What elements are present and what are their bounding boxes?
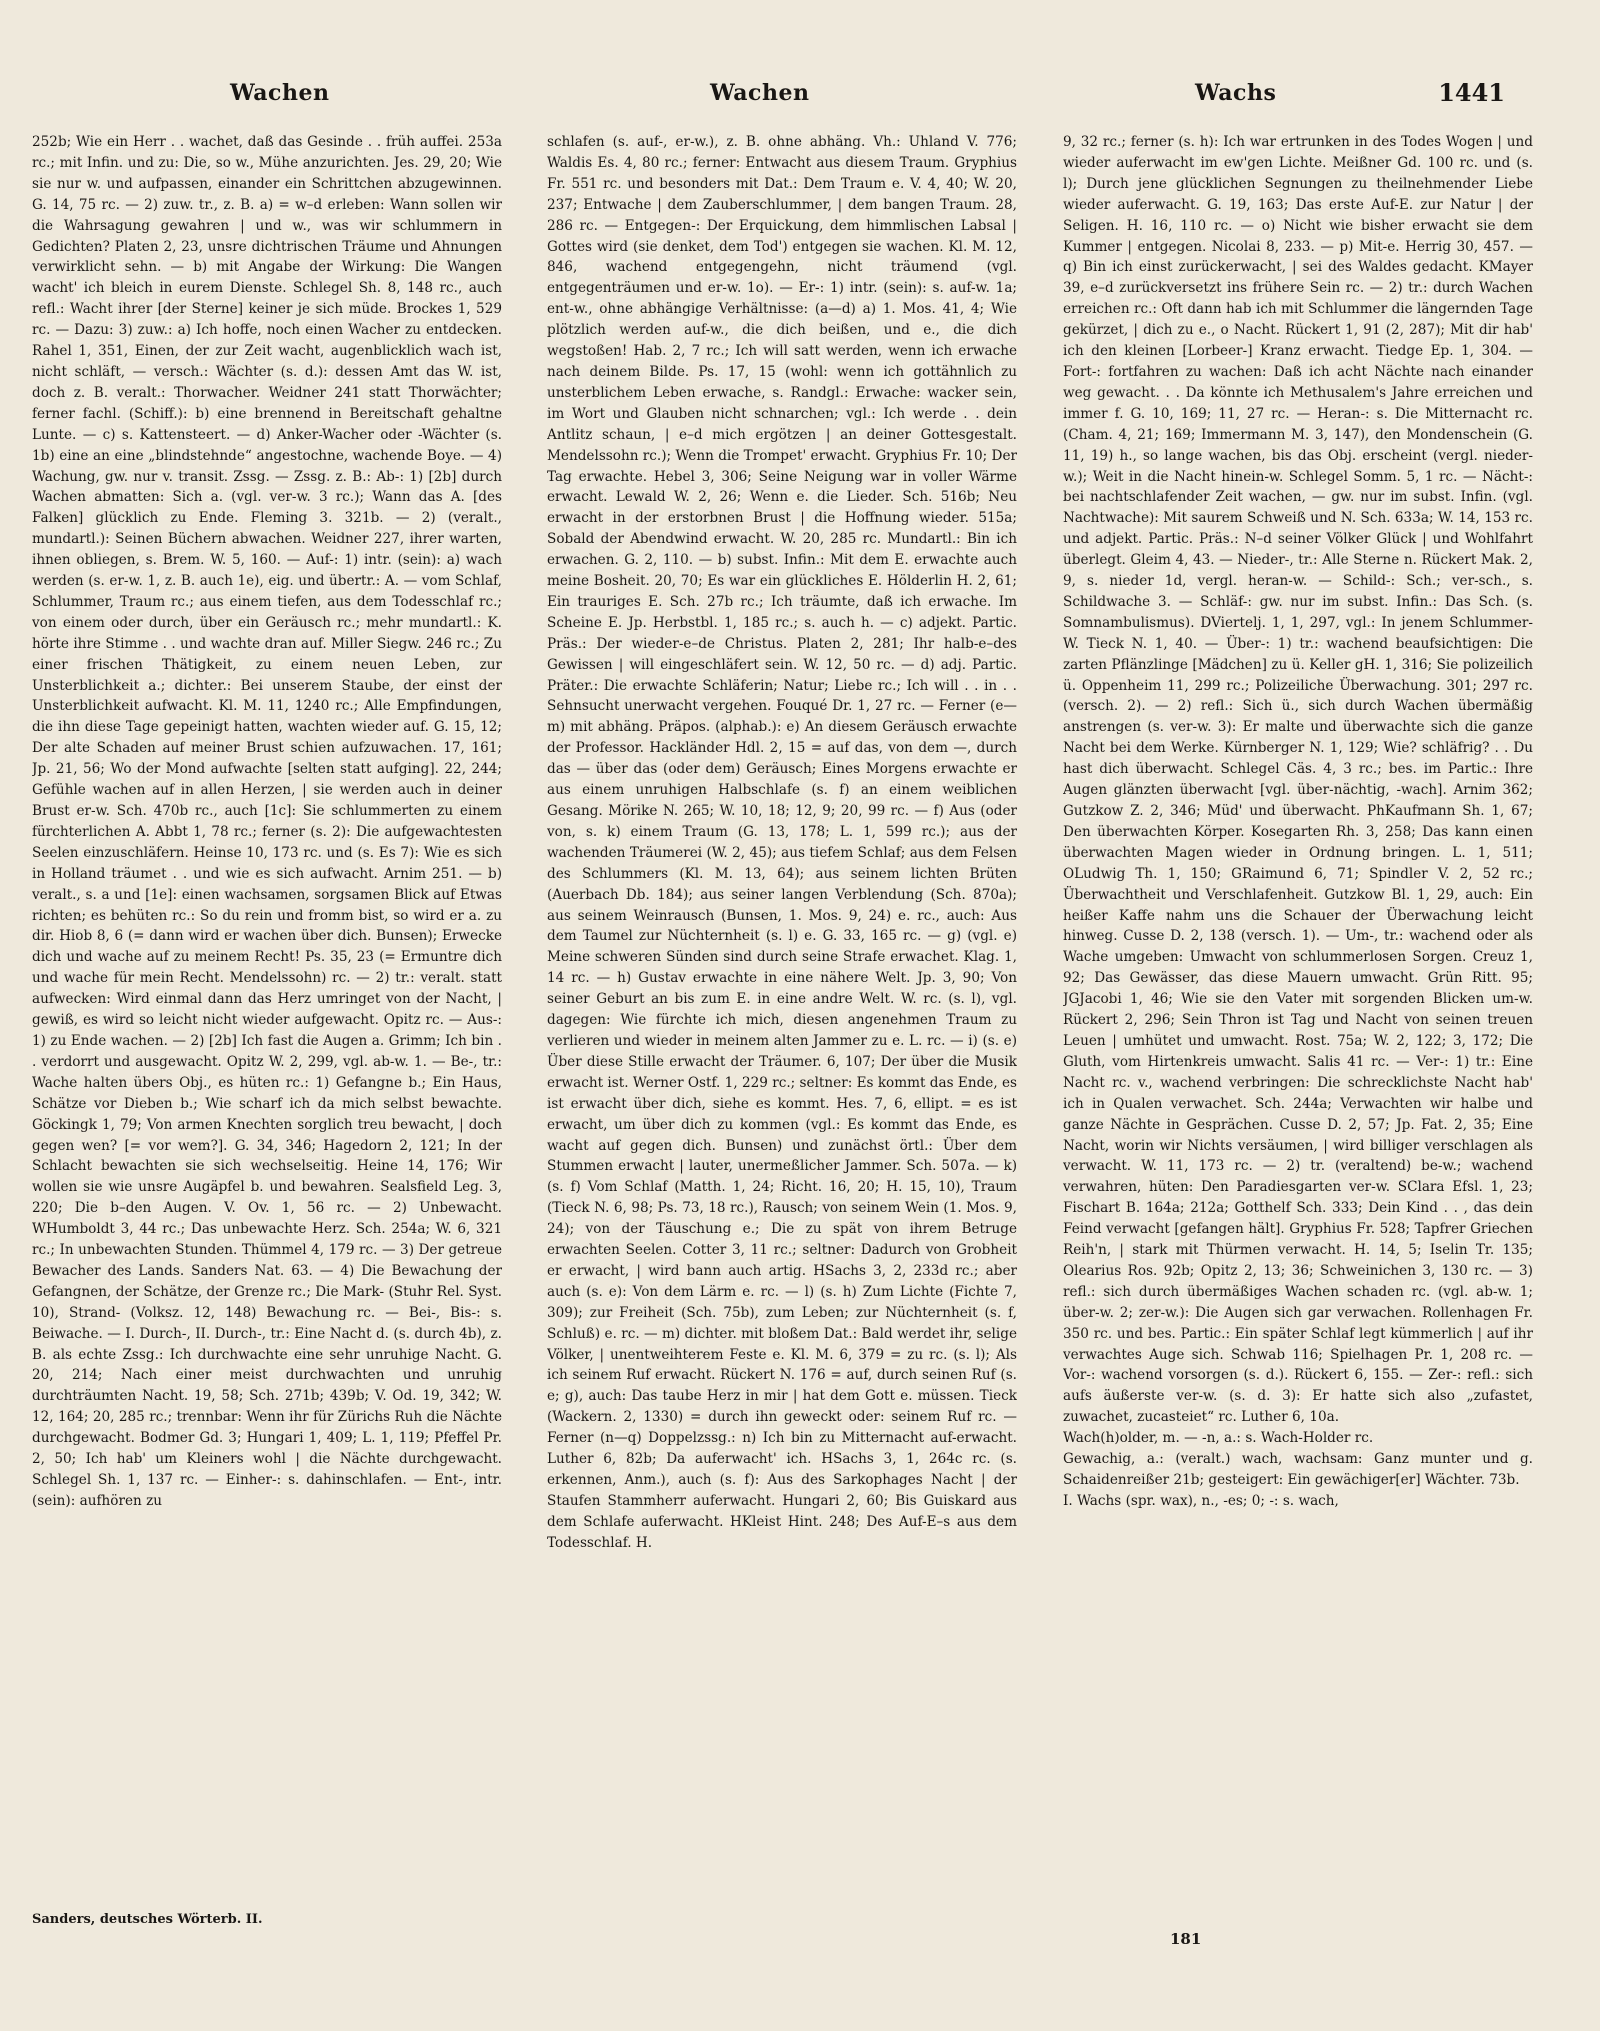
signature-mark: 181 (1170, 1930, 1202, 1948)
entry-wachholder: Wach(h)older, m. — -n, a.: s. Wach-Holder rc. (1063, 1430, 1374, 1447)
text-column-1 (32, 132, 502, 1892)
column-3-text: 9, 32 rc.; ferner (s. h): Ich war ertrunken in des Todes Wogen | und wieder auferwacht im ew'gen Lichte. Meißner Gd. 100 rc. und (s. l); Durch jene glücklichen Segnungen zu theilnehmender Liebe wieder auferwacht. G. 19, 163; Das erste Auf-E. zur Natur | der Seligen. H. 16, 110 rc. — o) Nicht wie bisher erwacht sie dem Kummer | entgegen. Nicolai 8, 233. — p) Mit-e. Herrig 30, 457. — q) Bin ich einst zurückerwacht, | sei des Waldes gedacht. KMayer 39, e–d zurückversetzt ins frühere Sein rc. — 2) tr.: durch Wachen erreichen rc.: Oft dann hab ich mit Schlummer die längernden Tage gekürzet, | dich zu e., o Nacht. Rückert 1, 91 (2, 287); Mit dir hab' ich den kleinen [Lorbeer-] Kranz erwacht. Tiedge Ep. 1, 304. — Fort-: fortfahren zu wachen: Daß ich acht Nächte nach einander weg gewacht. . . Da könnte ich Methusalem's Jahre erreichen und immer f. G. 10, 169; 11, 27 rc. — Heran-: s. Die Mitternacht rc. (Cham. 4, 21; 169; Immermann M. 3, 147), den Mondenschein (G. 11, 19) h., so lange wachen, bis das Obj. erscheint (vergl. nieder-w.); Weit in die Nacht hinein-w. Schlegel Somm. 5, 1 rc. — Nächt-: bei nachtschlafender Zeit wachen, — gw. nur im subst. Infin. (vgl. Nachtwache): Mit saurem Schweiß und N. Sch. 633a; W. 14, 153 rc. und adjekt. Partic. Präs.: N–d seiner Völker Glück | und Wohlfahrt überlegt. Gleim 4, 43. — Nieder-, tr.: Alle Sterne n. Rückert Mak. 2, 9, s. nieder 1d, vergl. heran-w. — Schild-: Sch.; ver-sch., s. Schildwache 3. — Schläf-: gw. nur im subst. Infin.: Das Sch. (s. Somnambulismus). DViertelj. 1, 1, 297, vgl.: In jenem Schlummer-W. Tieck N. 1, 40. — Über-: 1) tr.: wachend beaufsichtigen: Die zarten Pflänzlinge [Mädchen] zu ü. Keller gH. 1, 316; Sie polizeilich ü. Oppenheim 11, 299 rc.; Polizeiliche Überwachung. 301; 297 rc. (versch. 2). — 2) refl.: Sich ü., sich durch Wachen übermäßig anstrengen (s. ver-w. 3): Er malte und überwachte sich die ganze Nacht bei dem Werke. Kürnberger N. 1, 129; Wie? schläfrig? . . Du hast dich überwacht. Schlegel Cäs. 4, 3 rc.; bes. im Partic.: Ihre Augen glänzten überwacht [vgl. über-nächtig, -wach]. Arnim 362; Gutzkow Z. 2, 346; Müd' und überwacht. PhKaufmann Sh. 1, 67; Den überwachten Körper. Kosegarten Rh. 3, 258; Das kann einen überwachten Magen wieder in Ordnung bringen. L. 1, 511; OLudwig Th. 1, 150; GRaimund 6, 71; Spindler V. 2, 52 rc.; Überwachtheit und Verschlafenheit. Gutzkow Bl. 1, 29, auch: Ein heißer Kaffe nahm uns die Schauer der Überwachung leicht hinweg. Cusse D. 2, 138 (versch. 1). — Um-, tr.: wachend oder als Wache umgeben: Umwacht von schlummerlosen Sorgen. Creuz 1, 92; Das Gewässer, das diese Mauern umwacht. Grün Ritt. 95; JGJacobi 1, 46; Wie sie den Vater mit sorgenden Blicken um-w. Rückert 2, 296; Sein Thron ist Tag und Nacht von seinen treuen Leuen | umhütet und umwacht. Rost. 75a; W. 2, 122; 3, 172; Die Gluth, vom Hirtenkreis umwacht. Salis 41 rc. — Ver-: 1) tr.: Eine Nacht rc. v., wachend verbringen: Die schrecklichste Nacht hab' ich in Qualen verwachet. Sch. 244a; Verwachten wir halbe und ganze Nächte in Gesprächen. Cusse D. 2, 57; Jp. Fat. 2, 35; Eine Nacht, worin wir Nichts versäumen, | wird billiger verschlagen als verwacht. W. 11, 173 rc. — 2) tr. (veraltend) be-w.; wachend verwahren, hüten: Den Paradiesgarten ver-w. SClara Efsl. 1, 23; Fischart B. 164a; 212a; Gotthelf Sch. 333; Dein Kind . . , das dein Feind verwacht [gefangen hält]. Gryphius Fr. 528; Tapfrer Griechen Reih'n, | stark mit Thürmen verwacht. H. 14, 5; Iselin Tr. 135; Olearius Ros. 92b; Opitz 2, 13; 36; Schweinichen 3, 130 rc. — 3) refl.: sich durch übermäßiges Wachen schaden rc. (vgl. ab-w. 1; über-w. 2; zer-w.): Die Augen sich gar verwachen. Rollenhagen Fr. 350 rc. und bes. Partic.: Ein später Schlaf legt kümmerlich | auf ihr verwachtes Auge sich. Schwab 116; Spielhagen Pr. 1, 208 rc. — Vor-: wachend vorsorgen (s. d.). Rückert 6, 155. — Zer-: refl.: sich aufs äußerste ver-w. (s. d. 3): Er hatte sich also „zufastet, zuwachet, zucasteiet“ rc. Luther 6, 10a. (1063, 134, 1533, 1426)
column-1-text: 252b; Wie ein Herr . . wachet, daß das Gesinde . . früh auffei. 253a rc.; mit Infin. und zu: Die, so w., Mühe anzurichten. Jes. 29, 20; Wie sie nur w. und aufpassen, einander ein Schrittchen abzugewinnen. G. 14, 75 rc. — 2) zuw. tr., z. B. a) = w–d erleben: Wann sollen wir die Wahrsagung gewahren | und w., was wir schlummern in Gedichten? Platen 2, 23, unsre dichtrischen Träume und Ahnungen verwirklicht sehn. — b) mit Angabe der Wirkung: Die Wangen wacht' ich bleich in eurem Dienste. Schlegel Sh. 8, 148 rc., auch refl.: Wacht ihrer [der Sterne] keiner je sich müde. Brockes 1, 529 rc. — Dazu: 3) zuw.: a) Ich hoffe, noch einen Wacher zu entdecken. Rahel 1, 351, Einen, der zur Zeit wacht, augenblicklich wach ist, nicht schläft, — versch.: Wächter (s. d.): dessen Amt das W. ist, doch z. B. veralt.: Thorwacher. Weidner 241 statt Thorwächter; ferner fachl. (Schiff.): b) eine brennend in Bereitschaft gehaltne Lunte. — c) s. Kattensteert. — d) Anker-Wacher oder -Wächter (s. 1b) eine an eine „blindstehnde“ angestochne, wachende Boye. — 4) Wachung, gw. nur v. transit. Zssg. — Zssg. z. B.: Ab-: 1) [2b] durch Wachen abmatten: Sich a. (vgl. ver-w. 3 rc.); Wann das A. [des Falken] glücklich zu Ende. Fleming 3. 321b. — 2) (veralt., mundartl.): Seinen Büchern abwachen. Weidner 227, ihrer warten, ihnen obliegen, s. Brem. W. 5, 160. — Auf-: 1) intr. (sein): a) wach werden (s. er-w. 1, z. B. auch 1e), eig. und übertr.: A. — vom Schlaf, Schlummer, Traum rc.; aus einem tiefen, aus dem Todesschlaf rc.; von einem oder durch, über ein Geräusch rc.; mehr mundartl.: K. hörte ihre Stimme . . und wachte dran auf. Miller Siegw. 246 rc.; Zu einer frischen Thätigkeit, zu einem neuen Leben, zur Unsterblichkeit a.; dichter.: Bei unserem Staube, der einst der Unsterblichkeit aufwacht. Kl. M. 11, 1240 rc.; Alle Empfindungen, die ihn diese Tage gepeinigt hatten, wachten wieder auf. G. 15, 12; Der alte Schaden auf meiner Brust schien aufzuwachen. 17, 161; Jp. 21, 56; Wo der Mond aufwachte [selten statt aufging]. 22, 244; Gefühle wachen auf in allen Herzen, | sie werden auch in deiner Brust er-w. Sch. 470b rc., auch [1c]: Sie schlummerten zu einem fürchterlichen A. Abbt 1, 78 rc.; ferner (s. 2): Die aufgewachtesten Seelen einzuschläfern. Heinse 10, 173 rc. und (s. Es 7): Wie es sich in Holland träumet . . und wie es sich aufwacht. Arnim 251. — b) veralt., s. a und [1e]: einen wachsamen, sorgsamen Blick auf Etwas richten; es behüten rc.: So du rein und fromm bist, so wird er a. zu dir. Hiob 8, 6 (= dann wird er wachen über dich. Bunsen); Erwecke dich und wache auf zu meinem Recht! Ps. 35, 23 (= Ermuntre dich und wache für mein Recht. Mendelssohn) rc. — 2) tr.: veralt. statt aufwecken: Wird einmal dann das Herz umringet von der Nacht, | gewiß, es wird so leicht nicht wieder aufgewacht. Opitz rc. — Aus-: 1) zu Ende wachen. — 2) [2b] Ich fast die Augen a. Grimm; Ich bin . . verdorrt und ausgewacht. Opitz W. 2, 299, vgl. ab-w. 1. — Be-, tr.: Wache halten übers Obj., es hüten rc.: 1) Gefangne b.; Ein Haus, Schätze vor Dieben b.; Wie scharf ich da mich selbst bewachte. Göckingk 1, 79; Von armen Knechten sorglich treu bewacht, | doch gegen wen? [= vor wem?]. G. 34, 346; Hagedorn 2, 121; In der Schlacht bewachten sie sich wechselseitig. Heine 14, 176; Wir wollen sie wie unsre Augäpfel b. und bewahren. Sealsfield Leg. 3, 220; Die b–den Augen. V. Ov. 1, 56 rc. — 2) Unbewacht. WHumboldt 3, 44 rc.; Das unbewachte Herz. Sch. 254a; W. 6, 321 rc.; In unbewachten Stunden. Thümmel 4, 179 rc. — 3) Der getreue Bewacher des Lands. Sanders Nat. 63. — 4) Die Bewachung der Gefangnen, der Schätze, der Grenze rc.; Die Mark- (Stuhr Rel. Syst. 10), Strand- (Volksz. 12, 148) Bewachung rc. — Bei-, Bis-: s. Beiwache. — I. Durch-, II. Durch-, tr.: Eine Nacht d. (s. durch 4b), z. B. als echte Zssg.: Ich durchwachte eine sehr unruhige Nacht. G. 20, 214; Nach einer meist durchwachten und unruhig durchträumten Nacht. 19, 58; Sch. 271b; 439b; V. Od. 19, 342; W. 12, 164; 20, 285 rc.; trennbar: Wenn ihr für Zürichs Ruh die Nächte durchgewacht. Bodmer Gd. 3; Hungari 1, 409; L. 1, 119; Pfeffel Pr. 2, 50; Ich hab' um Kleiners wohl | die Nächte durchgewacht. Schlegel Sh. 1, 137 rc. — Einher-: s. dahinschlafen. — Ent-, intr. (sein): aufhören zu (32, 134, 502, 1509)
text-column-2 (547, 132, 1017, 1892)
text-column-3 (1063, 132, 1533, 1892)
footer-source: Sanders, deutsches Wörterb. II. (32, 1912, 263, 1927)
running-head-left: Wachen (230, 80, 330, 106)
running-head-right: Wachs (1195, 80, 1277, 106)
column-2-text: schlafen (s. auf-, er-w.), z. B. ohne abhäng. Vh.: Uhland V. 776; Waldis Es. 4, 80 rc.; ferner: Entwacht aus diesem Traum. Gryphius Fr. 551 rc. und besonders mit Dat.: Dem Traum e. V. 4, 40; W. 20, 237; Entwache | dem Zauberschlummer, | dem bangen Traum. 28, 286 rc. — Entgegen-: Der Erquickung, dem himmlischen Labsal | Gottes wird (sie denket, dem Tod') entgegen sie wachen. Kl. M. 12, 846, wachend entgegengehn, nicht träumend (vgl. entgegenträumen und er-w. 1o). — Er-: 1) intr. (sein): s. auf-w. 1a; ent-w., ohne abhängige Verhältnisse: (a—d) a) 1. Mos. 41, 4; Wie plötzlich werden auf-w., die dich beißen, und e., die dich wegstoßen! Hab. 2, 7 rc.; Ich will satt werden, wenn ich erwache nach deinem Bilde. Ps. 17, 15 (wohl: wenn ich gottähnlich zu unsterblichem Leben erwache, s. Randgl.: Erwache: wacker sein, im Wort und Glauben nicht schnarchen; vgl.: Ich werde . . dein Antlitz schaun, | e–d mich ergötzen | an deiner Gottesgestalt. Mendelssohn rc.); Wenn die Trompet' erwacht. Gryphius Fr. 10; Der Tag erwachte. Hebel 3, 306; Seine Neigung war in voller Wärme erwacht. Lewald W. 2, 26; Wenn e. die Lieder. Sch. 516b; Neu erwacht in der erstorbnen Brust | die Hoffnung wieder. 515a; Sobald der Abendwind erwacht. W. 20, 285 rc. Mundartl.: Bin ich erwachen. G. 2, 110. — b) subst. Infin.: Mit dem E. erwachte auch meine Bosheit. 20, 70; Es war ein glückliches E. Hölderlin H. 2, 61; Ein trauriges E. Sch. 27b rc.; Ich träumte, daß ich erwache. Im Scheine E. Jp. Herbstbl. 1, 185 rc.; s. auch h. — c) adjekt. Partic. Präs.: Der wieder-e–de Christus. Platen 2, 281; Ihr halb-e–des Gewissen | will eingeschläfert sein. W. 12, 50 rc. — d) adj. Partic. Präter.: Die erwachte Schläferin; Natur; Liebe rc.; Ich will . . in . . Sehnsucht unerwacht vergehen. Fouqué Dr. 1, 27 rc. — Ferner (e—m) mit abhäng. Präpos. (alphab.): e) An diesem Geräusch erwachte der Professor. Hackländer Hdl. 2, 15 = auf das, von dem —, durch das — über das (oder dem) Geräusch; Eines Morgens erwachte er aus einem unruhigen Halbschlafe (s. f) an einem weiblichen Gesang. Mörike N. 265; W. 10, 18; 12, 9; 20, 99 rc. — f) Aus (oder von, s. k) einem Traum (G. 13, 178; L. 1, 599 rc.); aus der wachenden Träumerei (W. 2, 45); aus tiefem Schlaf; aus dem Felsen des Schlummers (Kl. M. 13, 64); aus seinem lichten Brüten (Auerbach Db. 184); aus seiner langen Verblendung (Sch. 870a); aus seinem Weinrausch (Bunsen, 1. Mos. 9, 24) e. rc., auch: Aus dem Taumel zur Nüchternheit (s. l) e. G. 33, 165 rc. — g) (vgl. e) Meine schweren Sünden sind durch seine Strafe erwachet. Klag. 1, 14 rc. — h) Gustav erwachte in eine nähere Welt. Jp. 3, 90; Von seiner Geburt an bis zum E. in eine andre Welt. W. rc. (s. l), vgl. dagegen: Wie fürchte ich mich, diesen angenehmen Traum zu verlieren und wieder in meinem alten Jammer zu e. L. rc. — i) (s. e) Über diese Stille erwacht der Träumer. 6, 107; Der über die Musik erwacht ist. Werner Ostf. 1, 229 rc.; seltner: Es kommt das Ende, es ist erwacht über dich, siehe es kommt. Hes. 7, 6, ellipt. = es ist erwacht, um über dich zu kommen (vgl.: Es kommt das Ende, es wacht auf gegen dich. Bunsen) und zunächst örtl.: Über dem Stummen erwacht | lauter, unermeßlicher Jammer. Sch. 507a. — k) (s. f) Vom Schlaf (Matth. 1, 24; Richt. 16, 20; H. 15, 10), Traum (Tieck N. 6, 98; Ps. 73, 18 rc.), Rausch; von seinem Wein (1. Mos. 9, 24); von der Täuschung e.; Die zu spät von ihrem Betruge erwachten Seelen. Cotter 3, 11 rc.; seltner: Dadurch von Grobheit er erwacht, | wird bann auch artig. HSachs 3, 2, 233d rc.; aber auch (s. e): Von dem Lärm e. rc. — l) (s. h) Zum Lichte (Fichte 7, 309); zur Freiheit (Sch. 75b), zum Leben; zur Nüchternheit (s. f, Schluß) e. rc. — m) dichter. mit bloßem Dat.: Bald werdet ihr, selige Völker, | unentweihterem Feste e. Kl. M. 6, 379 = zu rc. (s. l); Als ich seinem Ruf erwacht. Rückert N. 176 = auf, durch seinen Ruf (s. e; g), auch: Das taube Herz in mir | hat dem Gott e. müssen. Tieck (Wackern. 2, 1330) = durch ihn geweckt oder: seinem Ruf rc. — Ferner (n—q) Doppelzssg.: n) Ich bin zu Mitternacht auf-erwacht. Luther 6, 82b; Da auferwacht' ich. HSachs 3, 1, 264c rc. (s. erkennen, Anm.), auch (s. f): Aus des Sarkophages Nacht | der Staufen Stammherr auferwacht. Hungari 2, 60; Bis Guiskard aus dem Schlafe auferwacht. HKleist Hint. 248; Des Auf-E–s aus dem Todesschlaf. H. (547, 134, 1017, 1551)
entry-wachs: I. Wachs (spr. wax), n., -es; 0; -: s. wach, (1063, 1492, 1339, 1509)
running-head-middle: Wachen (710, 80, 810, 106)
entry-gewachig: Gewachig, a.: (veralt.) wach, wachsam: Ganz munter und g. Schaidenreißer 21b; gesteigert: Ein gewächiger[er] Wächter. 73b. (1063, 1451, 1533, 1488)
page-number: 1441 (1438, 78, 1505, 107)
